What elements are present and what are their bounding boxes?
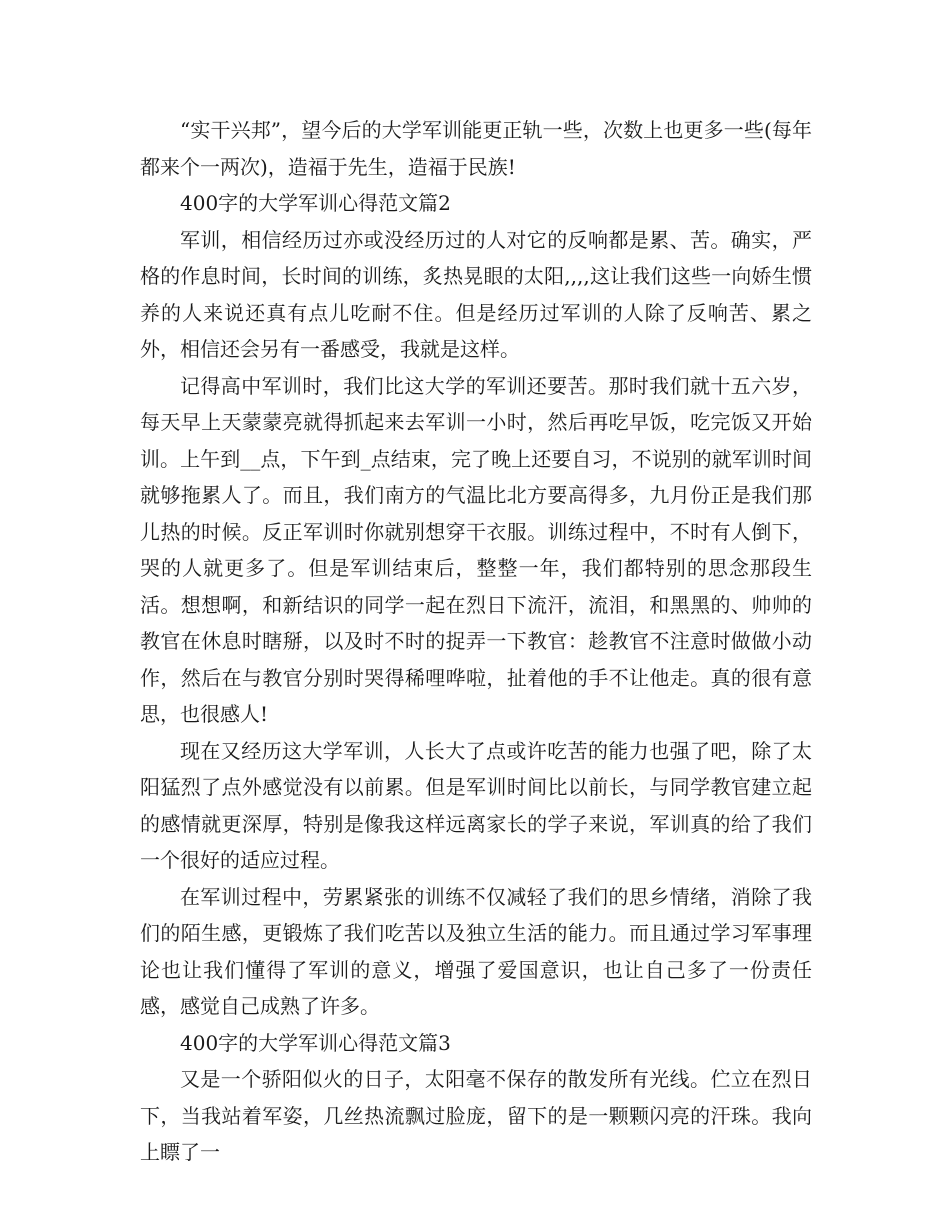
paragraph: 在军训过程中，劳累紧张的训练不仅减轻了我们的思乡情绪，消除了我们的陌生感，更锻炼了我们吃苦以及独立生活的能力。而且通过学习军事理论也让我们懂得了军训的意义，增强了爱国意识，也让自己多了一份责任感，感觉自己成熟了许多。	[140, 884, 812, 1018]
paragraph: 又是一个骄阳似火的日子，太阳毫不保存的散发所有光线。伫立在烈日下，当我站着军姿，几丝热流飘过脸庞，留下的是一颗颗闪亮的汗珠。我向上瞟了一	[140, 1067, 812, 1164]
paragraph: 现在又经历这大学军训，人长大了点或许吃苦的能力也强了吧，除了太阳猛烈了点外感觉没有以前累。但是军训时间比以前长，与同学教官建立起的感情就更深厚，特别是像我这样远离家长的学子来说，军训真的给了我们一个很好的适应过程。	[140, 738, 812, 872]
section-heading-3: 400字的大学军训心得范文篇3	[180, 1030, 451, 1055]
section-heading-2: 400字的大学军训心得范文篇2	[180, 191, 451, 215]
paragraph: 军训，相信经历过亦或没经历过的人对它的反响都是累、苦。确实，严格的作息时间，长时间的训练，炙热晃眼的太阳,,,,这让我们这些一向娇生惯养的人来说还真有点儿吃耐不住。但是经历过军训的人除了反响苦、累之外，相信还会另有一番感受，我就是这样。	[140, 227, 812, 361]
paragraph-closing-previous: “实干兴邦”，望今后的大学军训能更正轨一些，次数上也更多一些(每年都来个一两次)，造福于先生，造福于民族!	[140, 118, 812, 179]
document-body	[140, 112, 812, 1171]
paragraph: 记得高中军训时，我们比这大学的军训还要苦。那时我们就十五六岁，每天早上天蒙蒙亮就得抓起来去军训一小时，然后再吃早饭，吃完饭又开始训。上午到__点，下午到_点结束，完了晚上还要自习，不说别的就军训时间就够拖累人了。而且，我们南方的气温比北方要高得多，九月份正是我们那儿热的时候。反正军训时你就别想穿干衣服。训练过程中，不时有人倒下，哭的人就更多了。但是军训结束后，整整一年，我们都特别的思念那段生活。想想啊，和新结识的同学一起在烈日下流汗，流泪，和黑黑的、帅帅的教官在休息时瞎掰，以及时不时的捉弄一下教官：趁教官不注意时做做小动作，然后在与教官分别时哭得稀哩哗啦，扯着他的手不让他走。真的很有意思，也很感人!	[140, 373, 812, 726]
